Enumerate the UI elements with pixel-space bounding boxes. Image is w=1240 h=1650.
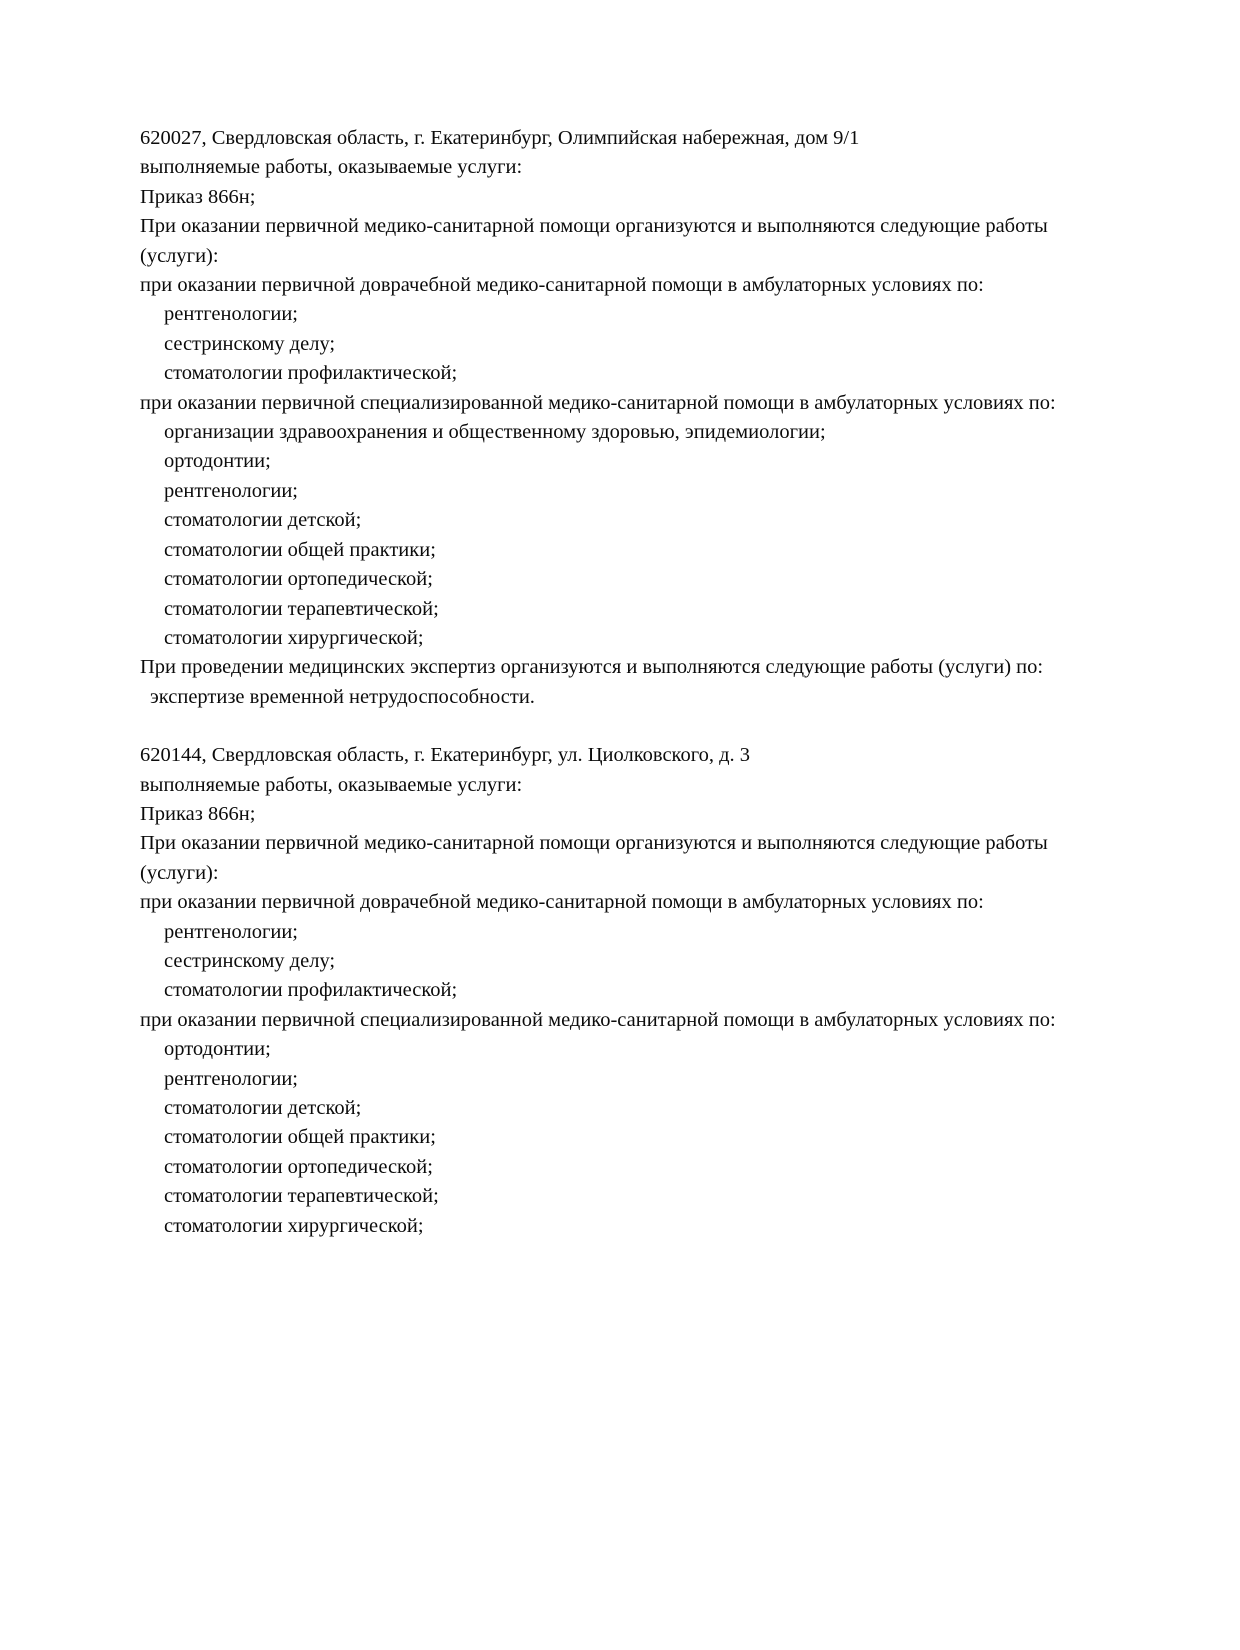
service-item: стоматологии детской; bbox=[164, 1097, 362, 1119]
primary-care-heading: При оказании первичной медико-санитарной помощи организуются и выполняются следующие работы (услуги): bbox=[140, 215, 1048, 267]
service-item: ортодонтии; bbox=[164, 450, 271, 473]
prehospital-care-heading: при оказании первичной доврачебной медико-санитарной помощи в амбулаторных условиях по: bbox=[140, 274, 984, 297]
service-item: ортодонтии; bbox=[164, 1038, 271, 1061]
service-item: стоматологии хирургической; bbox=[164, 626, 424, 649]
service-item: рентгенологии; bbox=[164, 920, 298, 943]
medical-expertise-heading: При проведении медицинских экспертиз организуются и выполняются следующие работы (услуги) по: bbox=[140, 656, 1044, 679]
service-item: организации здравоохранения и общественному здоровью, эпидемиологии; bbox=[164, 421, 826, 444]
service-item: стоматологии ортопедической; bbox=[164, 568, 433, 591]
address-block bbox=[140, 124, 1096, 712]
service-item: рентгенологии; bbox=[164, 303, 298, 326]
service-item: стоматологии ортопедической; bbox=[164, 1155, 433, 1178]
specialized-care-heading: при оказании первичной специализированной медико-санитарной помощи в амбулаторных условиях по: bbox=[140, 1008, 1056, 1031]
service-item: стоматологии детской; bbox=[164, 509, 362, 532]
address-block bbox=[140, 741, 1096, 1241]
specialized-care-heading: при оказании первичной специализированной медико-санитарной помощи в амбулаторных условиях по: bbox=[140, 391, 1056, 414]
document-body bbox=[140, 124, 1096, 1241]
works-services-label: выполняемые работы, оказываемые услуги: bbox=[140, 773, 523, 796]
service-item: рентгенологии; bbox=[164, 479, 298, 502]
service-item: стоматологии хирургической; bbox=[164, 1214, 424, 1237]
block-separator bbox=[140, 712, 1096, 741]
service-item: экспертизе временной нетрудоспособности. bbox=[150, 685, 535, 708]
service-item: стоматологии общей практики; bbox=[164, 1126, 436, 1149]
service-item: стоматологии терапевтической; bbox=[164, 1185, 439, 1208]
service-item: сестринскому делу; bbox=[164, 332, 336, 355]
facility-address: 620144, Свердловская область, г. Екатеринбург, ул. Циолковского, д. 3 bbox=[140, 744, 751, 767]
service-item: стоматологии профилактической; bbox=[164, 979, 458, 1002]
service-item: сестринскому делу; bbox=[164, 949, 336, 972]
service-item: стоматологии профилактической; bbox=[164, 362, 458, 385]
facility-address: 620027, Свердловская область, г. Екатеринбург, Олимпийская набережная, дом 9/1 bbox=[140, 127, 860, 149]
service-item: стоматологии общей практики; bbox=[164, 538, 436, 561]
works-services-label: выполняемые работы, оказываемые услуги: bbox=[140, 156, 523, 179]
service-item: рентгенологии; bbox=[164, 1067, 298, 1090]
prehospital-care-heading: при оказании первичной доврачебной медико-санитарной помощи в амбулаторных условиях по: bbox=[140, 891, 984, 914]
order-reference: Приказ 866н; bbox=[140, 185, 256, 208]
order-reference: Приказ 866н; bbox=[140, 802, 256, 825]
primary-care-heading: При оказании первичной медико-санитарной помощи организуются и выполняются следующие работы (услуги): bbox=[140, 832, 1048, 884]
service-item: стоматологии терапевтической; bbox=[164, 597, 439, 620]
